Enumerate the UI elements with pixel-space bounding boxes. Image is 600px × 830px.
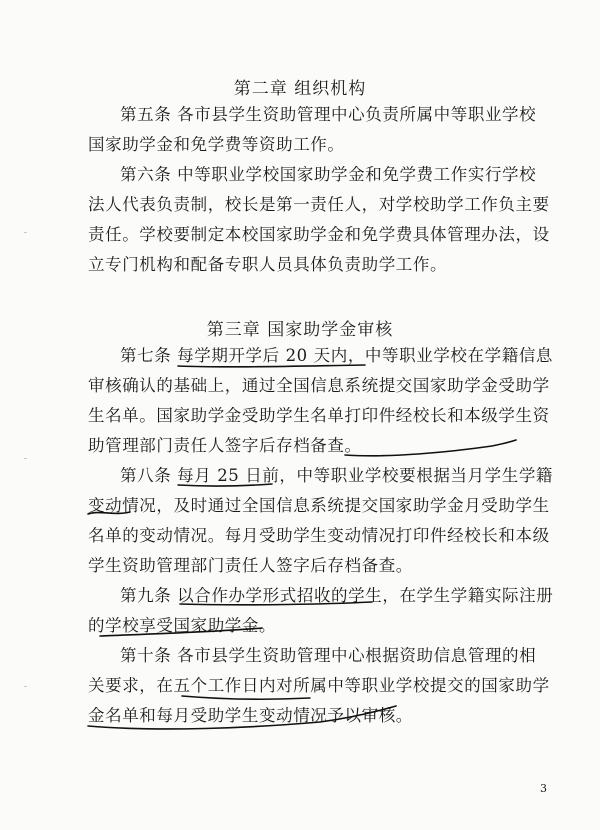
article-8-line-1: 第八条 每月 25 日前，中等职业学校要根据当月学生学籍 [120, 466, 554, 485]
underline-article-10-review [88, 706, 396, 729]
article-10-line-1: 第十条 各市县学生资助管理中心根据资助信息管理的相 [120, 646, 537, 665]
article-10-line-2: 关要求，在五个工作日内对所属中等职业学校提交的国家助学 [88, 676, 550, 695]
chapter-3-heading: 第三章 国家助学金审核 [206, 320, 394, 340]
article-6-line-3: 责任。学校要制定本校国家助学金和免学费具体管理办法，设 [88, 225, 550, 244]
article-7-line-4: 助管理部门责任人签字后存档备查。 [88, 436, 362, 455]
article-7-line-2: 审核确认的基础上，通过全国信息系统提交国家助学金受助学 [88, 376, 550, 395]
underline-article-7-deadline [178, 365, 365, 367]
underline-article-10-days [182, 696, 310, 699]
article-5-line-2: 国家助学金和免学费等资助工作。 [88, 135, 345, 154]
article-8-line-4: 学生资助管理部门责任人签字后存档备查。 [88, 556, 413, 575]
article-5-line-1: 第五条 各市县学生资助管理中心负责所属中等职业学校 [120, 105, 537, 124]
article-7-line-3: 生名单。国家助学金受助学生名单打印件经校长和本级学生资 [88, 406, 550, 425]
article-9-line-2: 的学校享受国家助学金。 [88, 616, 277, 635]
underline-article-8-deadline [178, 484, 272, 486]
article-6-line-2: 法人代表负责制，校长是第一责任人，对学校助学工作负主要 [88, 195, 550, 214]
article-8-line-2: 变动情况，及时通过全国信息系统提交国家助学金月受助学生 [88, 496, 550, 515]
underline-article-9-line2 [100, 628, 262, 636]
underline-article-8-change [88, 512, 130, 514]
article-6-line-1: 第六条 中等职业学校国家助学金和免学费工作实行学校 [120, 165, 537, 184]
page-number: 3 [540, 782, 547, 795]
article-10-line-3: 金名单和每月受助学生变动情况予以审核。 [88, 706, 413, 725]
article-8-line-3: 名单的变动情况。每月受助学生变动情况打印件经校长和本级 [88, 526, 550, 545]
underline-article-7-signature [345, 440, 516, 456]
underline-article-9-line1 [180, 602, 372, 605]
chapter-2-heading: 第二章 组织机构 [233, 79, 367, 99]
article-7-line-1: 第七条 每学期开学后 20 天内，中等职业学校在学籍信息 [120, 346, 554, 365]
article-9-line-1: 第九条 以合作办学形式招收的学生，在学生学籍实际注册 [120, 586, 554, 605]
article-6-line-4: 立专门机构和配备专职人员具体负责助学工作。 [88, 255, 448, 274]
